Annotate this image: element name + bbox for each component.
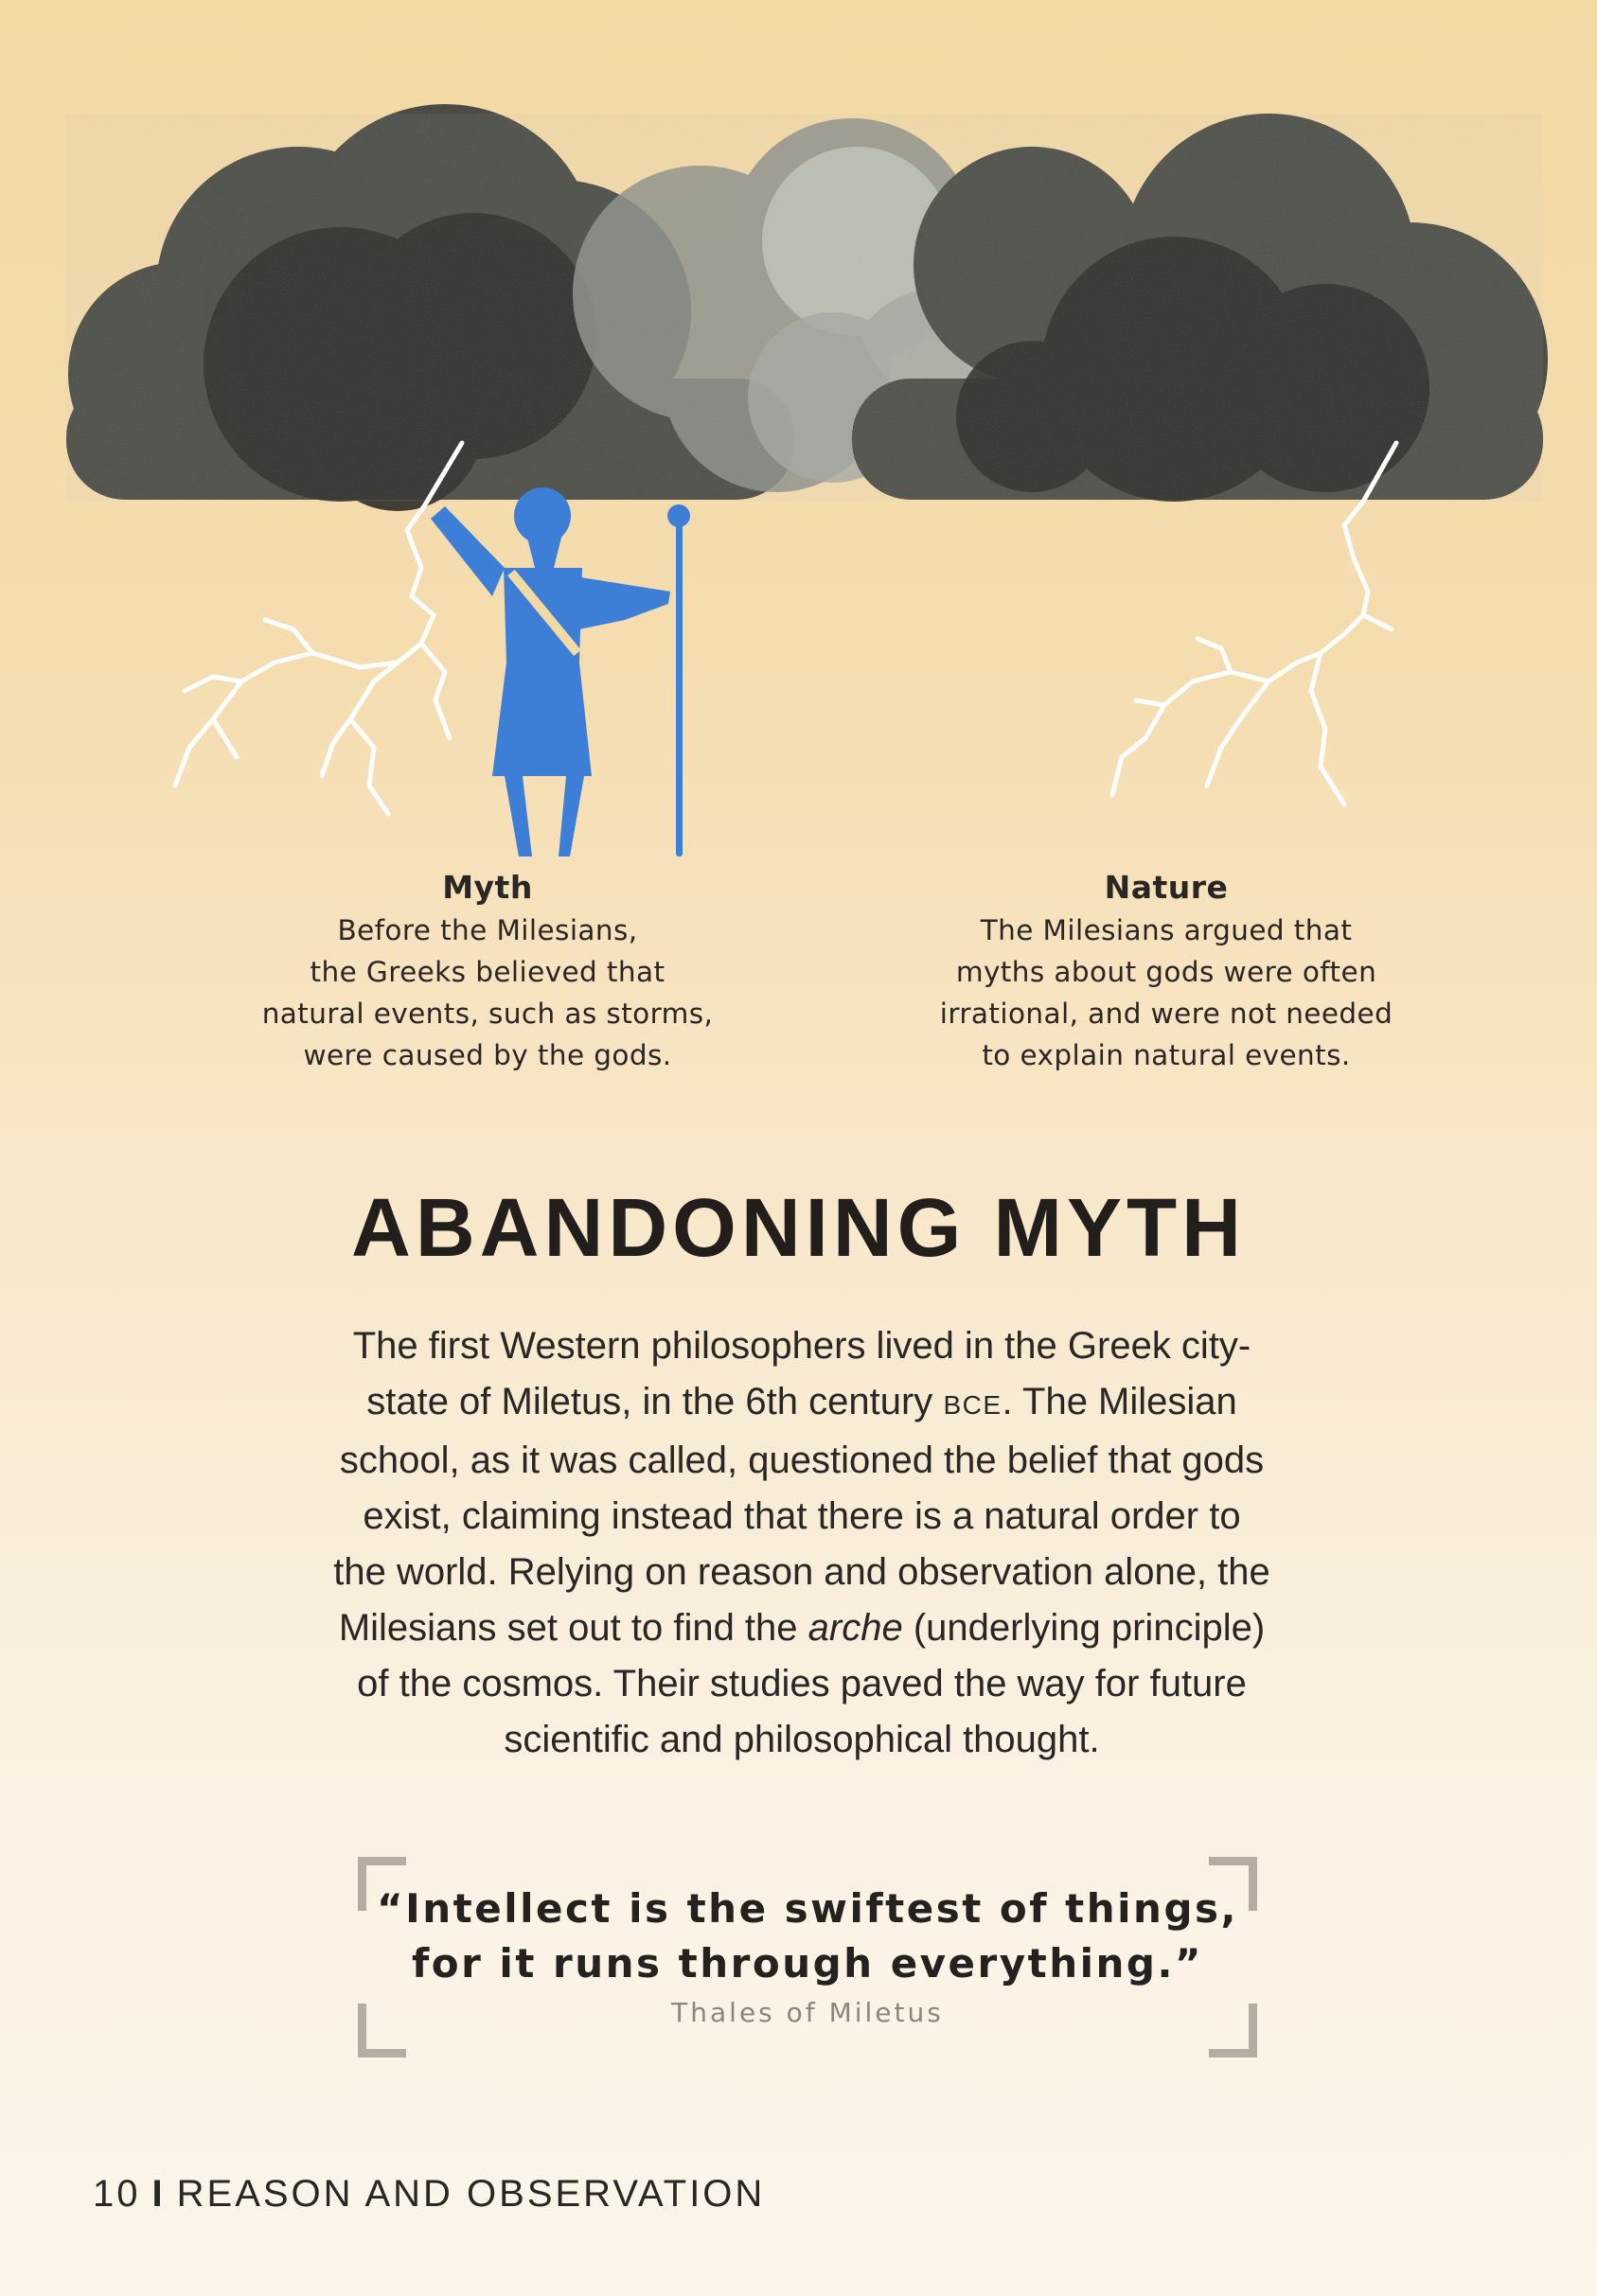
era-abbreviation: BCE <box>943 1390 1003 1420</box>
intro-line <box>276 1374 1327 1433</box>
arche-term: arche <box>807 1607 903 1649</box>
pull-quote <box>358 1857 1257 2058</box>
intro-line: scientific and philosophical thought. <box>504 1719 1100 1760</box>
intro-paragraph <box>276 1318 1327 1768</box>
myth-caption-line: the Greeks believed that <box>310 956 665 988</box>
intro-line-tail: . The Milesian <box>1002 1381 1237 1422</box>
nature-caption-line: to explain natural events. <box>982 1039 1351 1071</box>
myth-caption-line: Before the Milesians, <box>337 914 638 946</box>
myth-caption-line: were caused by the gods. <box>303 1039 672 1071</box>
page-footer <box>93 2173 765 2216</box>
nature-caption-body <box>911 910 1422 1076</box>
quote-line: for it runs through everything.” <box>411 1940 1204 1987</box>
storm-cloud <box>66 104 1548 511</box>
page-heading: ABANDONING MYTH <box>351 1182 1246 1274</box>
myth-caption <box>232 869 743 1076</box>
arche-gloss: (underlying principle) <box>913 1607 1266 1649</box>
intro-line: the world. Relying on reason and observation alone, the <box>333 1551 1270 1593</box>
nature-caption-line: myths about gods were often <box>955 956 1377 988</box>
intro-line: of the cosmos. Their studies paved the way for future <box>357 1663 1247 1704</box>
storm-illustration <box>0 0 1597 871</box>
nature-caption-title: Nature <box>1104 869 1229 906</box>
nature-caption-line: irrational, and were not needed <box>939 998 1393 1030</box>
intro-line <box>276 1600 1327 1656</box>
intro-line: The first Western philosophers lived in the Greek city- <box>352 1325 1251 1367</box>
section-title: REASON AND OBSERVATION <box>176 2173 766 2215</box>
intro-line-text: Milesians set out to find the <box>338 1607 798 1649</box>
nature-caption-line: The Milesians argued that <box>980 914 1353 946</box>
footer-separator: I <box>151 2173 166 2215</box>
intro-line: school, as it was called, questioned the belief that gods <box>339 1439 1265 1481</box>
zeus-figure <box>431 487 690 857</box>
myth-caption-line: natural events, such as storms, <box>261 998 714 1030</box>
quote-attribution: Thales of Miletus <box>671 1997 944 2028</box>
nature-caption <box>911 869 1422 1076</box>
page-number: 10 <box>93 2173 141 2215</box>
myth-caption-title: Myth <box>442 869 533 906</box>
intro-line-text: state of Miletus, in the 6th century <box>366 1381 933 1422</box>
quote-text <box>358 1881 1257 1991</box>
intro-line: exist, claiming instead that there is a natural order to <box>363 1495 1241 1537</box>
myth-caption-body <box>232 910 743 1076</box>
quote-line: “Intellect is the swiftest of things, <box>377 1885 1238 1932</box>
